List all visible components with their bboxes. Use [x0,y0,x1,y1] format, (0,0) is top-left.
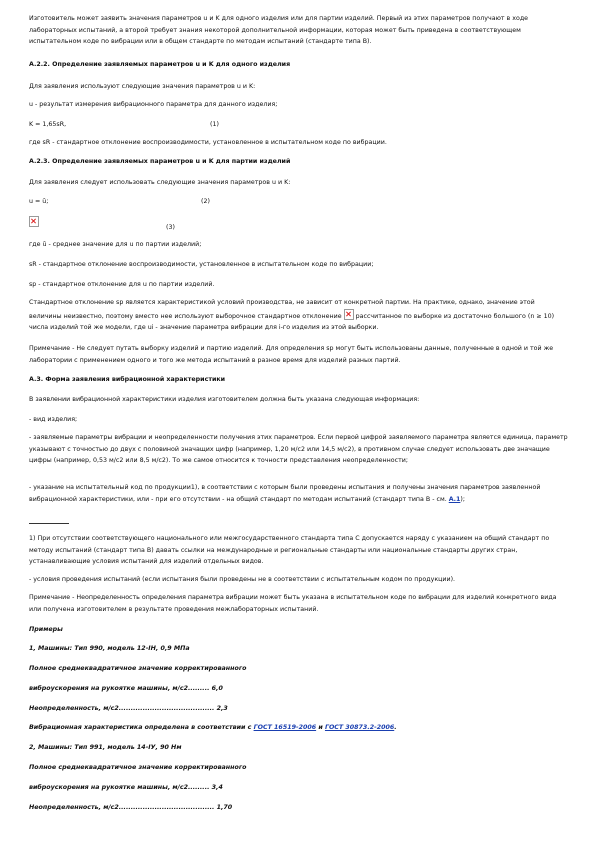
examples-heading: Примеры [29,626,63,633]
ubar-definition: где ū - среднее значение для u по партии изделий; [29,241,202,248]
example-2-line-1: Полное среднеквадратичное значение корректированного [29,764,247,771]
formula-3-number: (3) [166,224,175,231]
broken-image-icon [29,216,39,227]
sp-definition: sp - стандартное отклонение для u по партии изделий. [29,281,215,288]
formula-2-expression: u = ū; [29,198,49,205]
footnote: 1) При отсутствии соответствующего национального или межгосударственного стандарта типа C допускается наряду с указанием на общий стандарт по методу испытаний (стандарт типа B) давать ссылки на международные и региональные стандарты или национальные стандарты других стран, устанавливающие условия испытаний для изделий отдельных видов. [29,535,550,566]
formula-1-expression: K = 1,65sR, [29,121,67,128]
example-1-line-3: Неопределенность, м/с2........................................ 2,3 [29,705,228,712]
section-heading-a22: A.2.2. Определение заявляемых параметров u и K для одного изделия [29,61,291,68]
link-a1[interactable]: А.1 [448,495,461,503]
u-definition: u - результат измерения вибрационного параметра для данного изделия; [29,101,278,108]
note-1: Примечание - Не следует путать выборку изделий и партию изделий. Для определения sp могут быть использованы данные, полученные в одной и той же лаборатории с применением одного и того же метода испытаний в разное время для изделий разных партий. [29,345,554,364]
std-deviation-paragraph [29,297,569,334]
formula-1 [29,119,569,131]
formula-2 [29,196,569,208]
measure-conjunction: и [318,724,323,731]
std-paragraph-part1: Стандартное отклонение sp является характеристикой условий производства, не зависит от конкретной партии. На практике, однако, значение этой величины неизвестно, поэтому вместо нее используют выборочное стандартное отклонение [29,299,535,320]
list-item-values: - заявляемые параметры вибрации и неопределенности получения этих параметров. Если первой цифрой заявляемого параметра является единица, параметр указывают с точностью до двух с половиной значащих цифр (например, 1,20 м/с2 или 14,5 м/с2), в противном случае следует использовать две значащие цифры (например, 0,53 м/с2 или 8,5 м/с2). То же самое относится к точности представления неопределенности; [29,434,568,465]
example-2-line-3: Неопределенность, м/с2........................................ 1,70 [29,804,233,811]
measure-text: Вибрационная характеристика определена в соответствии с [29,724,252,731]
link-gost-30873[interactable]: ГОСТ 30873.2-2006 [324,724,395,731]
example-2-title: 2, Машины: Тип 991, модель 14-ІУ, 90 Нм [29,744,182,751]
std-paragraph-part2: рассчитанное по выборке из достаточно большого (n ≥ 10) числа изделий той же модели, где ui - значение параметра вибрации для i-го изделия из этой выборки. [29,312,555,332]
test-code-text: - указание на испытательный код по продукции1), в соответствии с которым были проведены испытания и получены значения параметров заявленной вибрационной характеристики, или - при его отсутствии - на общий стандарт по методам испытаний (стандарт типа B - см. [29,484,541,503]
formula-3 [29,216,569,236]
intro-paragraph: Изготовитель может заявить значения параметров u и K для одного изделия или для партии изделий. Первый из этих параметров получают в ходе лабораторных испытаний, а второй требует знания некоторой дополнительной информации, которая может быть приведена в соответствующем испытательном коде по вибрации или в общем стандарте по методам испытаний (стандарте типа B). [29,15,529,46]
list-item-test-code [29,482,569,505]
sr-definition: где sR - стандартное отклонение воспроизводимости, установленное в испытательном коде по вибрации. [29,139,387,146]
formula-2-number: (2) [201,198,210,205]
test-code-tail: ); [460,495,465,503]
broken-image-icon [344,309,354,320]
list-item-conditions: - условия проведения испытаний (если испытания были проведены не в соответствии с испытательным кодом по продукции). [29,576,456,583]
paragraph-a23-intro: Для заявления следует использовать следующие значения параметров u и K: [29,179,291,186]
section-heading-a23: A.2.3. Определение заявляемых параметров u и K для партии изделий [29,158,291,165]
example-1-line-2: виброускорения на рукоятке машины, м/с2......... 6,0 [29,685,223,692]
formula-1-number: (1) [210,121,219,128]
link-gost-16519[interactable]: ГОСТ 16519-2006 [253,724,317,731]
example-measure-statement [29,722,569,734]
example-1-title: 1, Машины: Тип 990, модель 12-ІН, 0,9 MПа [29,645,190,652]
paragraph-a22-intro: Для заявления используют следующие значения параметров u и K: [29,83,256,90]
example-2-line-2: виброускорения на рукоятке машины, м/с2......... 3,4 [29,784,223,791]
section-heading-a3: A.3. Форма заявления вибрационной характеристики [29,376,226,383]
paragraph-a3-intro: В заявлении вибрационной характеристики изделия изготовителем должна быть указана следующая информация: [29,396,420,403]
example-1-line-1: Полное среднеквадратичное значение корректированного [29,665,247,672]
list-item-kind: - вид изделия; [29,416,78,423]
footnote-divider [29,523,69,524]
measure-tail: . [394,724,397,731]
sr-definition-2: sR - стандартное отклонение воспроизводимости, установленное в испытательном коде по вибрации; [29,261,374,268]
note-2: Примечание - Неопределенность определения параметра вибрации может быть указана в испытательном коде по вибрации для изделий конкретного вида или получена изготовителем в результате проведения межлабораторных испытаний. [29,594,557,613]
